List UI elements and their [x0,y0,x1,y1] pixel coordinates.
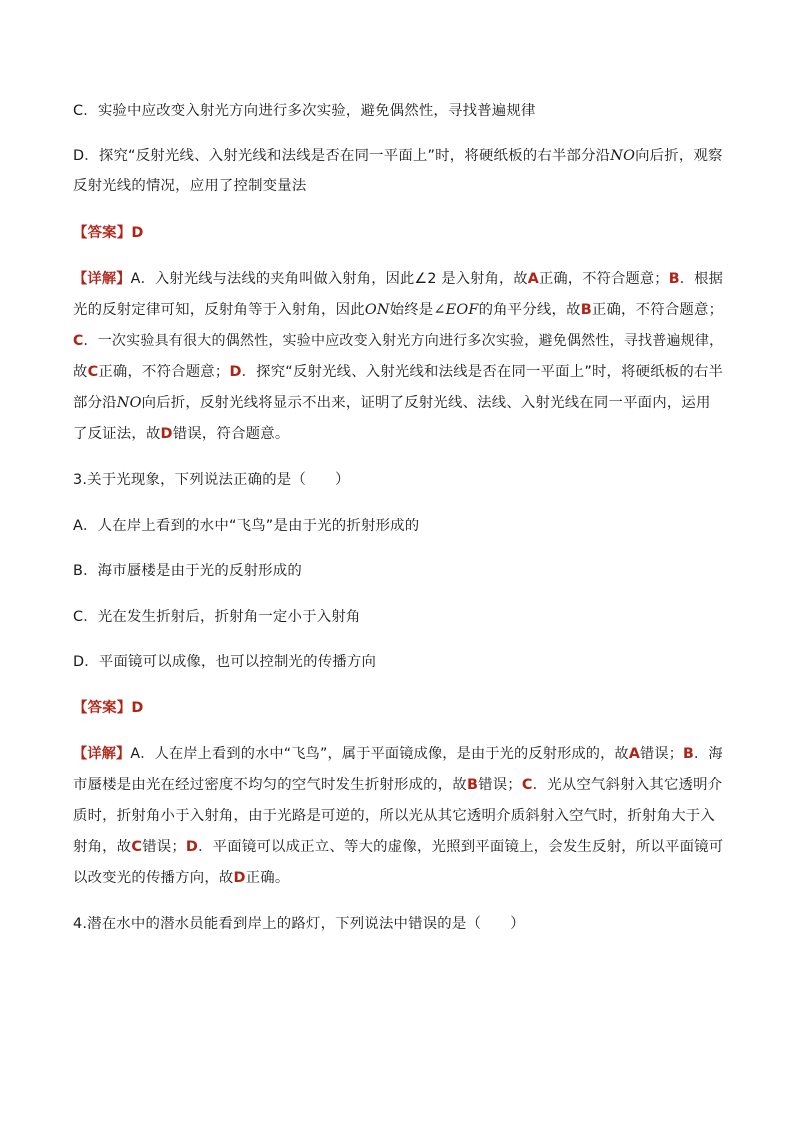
text-run: D．探究“反射光线、入射光线和法线是否在同一平面上”时，将硬纸板的右半部分沿 [73,148,611,164]
text-run: 向后折，观察 [635,148,723,164]
detail-tag: 【详解】 [73,746,131,762]
option-letter: D [185,839,199,855]
text-run: A．人在岸上看到的水中“飞鸟”，属于平面镜成像，是由于光的反射形成的，故 [130,746,629,762]
text-run: 部分沿 [73,395,117,411]
text-run: ．探究“反射光线、入射光线和法线是否在同一平面上”时，将硬纸板的右半 [241,364,724,380]
answer-tag: 【答案】 [73,225,132,241]
detail-line [73,744,723,764]
option-letter: A [628,746,641,762]
text-run: 以改变光的传播方向，故 [73,870,234,886]
detail-line [73,269,723,289]
option-letter: D [229,364,242,380]
question-stem: 4.潜在水中的潜水员能看到岸上的路灯，下列说法中错误的是（ ） [73,916,525,932]
detail-line [73,868,289,888]
variable-label: ON [364,302,390,318]
variable-label: NO [116,395,142,411]
option-letter: B [580,302,592,318]
detail-line: 质时，折射角小于入射角，由于光路是可逆的，所以光从其它透明介质斜射入空气时，折射角大于入 [73,808,715,824]
text-run: 射角，故 [73,839,132,855]
option-text: A．人在岸上看到的水中“飞鸟”是由于光的折射形成的 [73,518,420,534]
detail-line [73,837,723,857]
text-run: 错误； [478,777,522,793]
detail-line [73,424,289,444]
text-run: 故 [73,364,88,380]
text-run: ．平面镜可以成正立、等大的虚像，光照到平面镜上，会发生反射，所以平面镜可 [198,839,724,855]
detail-line [73,393,711,413]
option-letter: B [683,746,695,762]
text-run: 错误； [142,839,186,855]
option-text-line: 反射光线的情况，应用了控制变量法 [73,178,307,194]
option-text-line [73,146,723,166]
text-run: 始终是 [389,302,434,318]
answer-value: D [131,700,144,716]
text-run: 光的反射定律可知，反射角等于入射角，因此 [73,302,365,318]
text-run: 正确，不符合题意； [591,302,724,318]
text-run: 错误，符合题意。 [172,426,290,442]
text-run: ．光从空气斜射入其它透明介 [532,777,723,793]
detail-line [73,362,723,382]
detail-line [73,300,723,320]
text-run: 的角平分线，故 [478,302,581,318]
text-run: ．根据 [679,271,724,287]
option-letter: A [527,271,540,287]
text-run: 错误； [640,746,684,762]
option-letter: C [131,839,143,855]
variable-label: NO [610,148,636,164]
option-text: B．海市蜃楼是由于光的反射形成的 [73,563,302,579]
text-run: 正确，不符合题意； [98,364,230,380]
answer-value: D [131,225,144,241]
detail-line [73,775,722,795]
question-stem: 3.关于光现象，下列说法正确的是（ ） [73,472,350,488]
text-run: 正确。 [245,870,290,886]
option-letter: C [73,333,84,349]
answer-tag: 【答案】 [73,700,132,716]
text-run: ．海 [694,746,723,762]
answer-line [73,223,144,243]
text-run: 正确，不符合题意； [539,271,669,287]
text-run: 了反证法，故 [73,426,161,442]
option-text: C．实验中应改变入射光方向进行多次实验，避免偶然性，寻找普遍规律 [73,103,536,119]
option-letter: B [668,271,680,287]
text-run: 向后折，反射光线将显示不出来，证明了反射光线、法线、入射光线在同一平面内，运用 [141,395,711,411]
option-letter: D [233,870,246,886]
option-text: C．光在发生折射后，折射角一定小于入射角 [73,609,361,625]
option-letter: D [160,426,173,442]
option-letter: B [466,777,479,793]
option-text: D．平面镜可以成像，也可以控制光的传播方向 [73,654,377,670]
answer-line [73,698,144,718]
option-letter: C [521,777,533,793]
text-run: A．入射光线与法线的夹角叫做入射角，因此∠2 是入射角，故 [130,271,528,287]
detail-line [73,331,723,351]
text-run: 市蜃楼是由光在经过密度不均匀的空气时发生折射形成的，故 [73,777,467,793]
text-run: ．一次实验具有很大的偶然性，实验中应改变入射光方向进行多次实验，避免偶然性，寻找普遍规律， [83,333,724,349]
variable-label: ∠EOF [433,302,479,318]
detail-tag: 【详解】 [73,271,131,287]
option-letter: C [87,364,99,380]
